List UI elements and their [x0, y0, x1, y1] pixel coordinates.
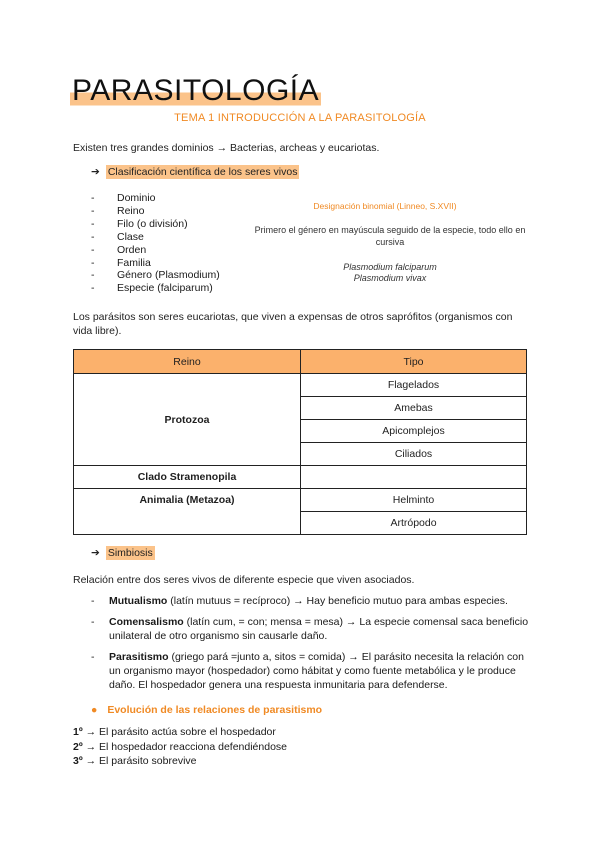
- list-item: - Clase: [91, 231, 220, 244]
- table-cell: Artrópodo: [301, 512, 527, 535]
- section-symbiosis-heading: [91, 547, 155, 559]
- table-header-tipo: Tipo: [301, 350, 527, 374]
- list-item: - Filo (o división): [91, 218, 220, 231]
- section-classification-title: Clasificación científica de los seres vivos: [107, 166, 298, 178]
- list-item-parasitismo: [73, 650, 533, 692]
- table-cell: Ciliados: [301, 443, 527, 466]
- table-row: [74, 489, 527, 512]
- page-subtitle: TEMA 1 INTRODUCCIÓN A LA PARASITOLOGÍA: [174, 112, 426, 124]
- arrow-icon: ➔: [91, 166, 100, 178]
- term-mutualismo: Mutualismo: [109, 595, 168, 607]
- table-cell-stramenopila: Clado Stramenopila: [74, 466, 301, 489]
- table-row: [74, 374, 527, 397]
- symbiosis-list: [73, 594, 533, 699]
- binomial-note-line1: Primero el género en mayúscula seguido de la especie, todo ello en: [254, 225, 526, 235]
- section-symbiosis-title: Simbiosis: [107, 547, 153, 559]
- bullet-icon: ●: [91, 704, 98, 716]
- desc-comensalismo: (latín cum, = con; mensa = mesa) → La especie comensal saca beneficio unilateral de otro organismo sin causarle daño.: [109, 616, 529, 642]
- section-classification-heading: [91, 166, 299, 178]
- table-cell: Apicomplejos: [301, 420, 527, 443]
- list-item: - Género (Plasmodium): [91, 269, 220, 282]
- parasites-paragraph: Los parásitos son seres eucariotas, que viven a expensas de otros saprófitos (organismos con vida libre).: [73, 311, 513, 337]
- step-number: 2º: [73, 740, 83, 753]
- term-comensalismo: Comensalismo: [109, 616, 184, 628]
- step-number: 1º: [73, 726, 83, 738]
- intro-paragraph: Existen tres grandes dominios → Bacterias, archeas y eucariotas.: [73, 142, 380, 154]
- step-item: [73, 740, 287, 755]
- table-cell-animalia: Animalia (Metazoa): [74, 489, 301, 535]
- list-item-comensalismo: [73, 615, 533, 643]
- table-row: [74, 466, 527, 489]
- list-item: - Especie (falciparum): [91, 282, 220, 295]
- step-number: 3º: [73, 755, 83, 767]
- list-item: - Reino: [91, 205, 220, 218]
- table-cell-empty: [301, 466, 527, 489]
- term-parasitismo: Parasitismo: [109, 651, 169, 663]
- table-cell: Amebas: [301, 397, 527, 420]
- step-text: → El parásito actúa sobre el hospedador: [85, 726, 276, 738]
- list-item: - Orden: [91, 244, 220, 257]
- step-text: → El hospedador reacciona defendiéndose: [85, 740, 288, 753]
- step-item: [73, 754, 287, 769]
- table-cell: Helminto: [301, 489, 527, 512]
- page-title: PARASITOLOGÍA: [72, 74, 320, 107]
- binomial-example-1: Plasmodium falciparum: [343, 262, 437, 272]
- list-item: - Familia: [91, 257, 220, 270]
- evolution-title: Evolución de las relaciones de parasitismo: [107, 704, 323, 716]
- evolution-steps: [73, 725, 287, 769]
- taxonomy-list: [91, 192, 220, 295]
- binomial-note-title: Designación binomial (Linneo, S.XVII): [313, 201, 457, 211]
- step-item: [73, 725, 287, 740]
- step-text: → El parásito sobrevive: [85, 755, 197, 767]
- symbiosis-intro: Relación entre dos seres vivos de diferente especie que viven asociados.: [73, 574, 415, 586]
- list-item: - Dominio: [91, 192, 220, 205]
- arrow-icon: ➔: [91, 547, 100, 559]
- binomial-example-2: Plasmodium vivax: [353, 273, 427, 283]
- table-cell: Flagelados: [301, 374, 527, 397]
- binomial-note-line2: cursiva: [375, 237, 405, 247]
- table-header-row: [74, 350, 527, 374]
- evolution-heading: [91, 704, 322, 716]
- list-item-mutualismo: [73, 594, 533, 608]
- desc-parasitismo: (griego pará =junto a, sitos = comida) → El parásito necesita la relación con un organismo mayor (hospedador) como hábitat y como fuente metabólica y le produce daño. El hospedador genera una respuesta inmunitaria para defenderse.: [109, 651, 524, 691]
- table-cell-protozoa: Protozoa: [74, 374, 301, 466]
- taxonomy-table: [73, 349, 527, 535]
- desc-mutualismo: (latín mutuus = recíproco) → Hay beneficio mutuo para ambas especies.: [167, 595, 508, 607]
- table-header-reino: Reino: [74, 350, 301, 374]
